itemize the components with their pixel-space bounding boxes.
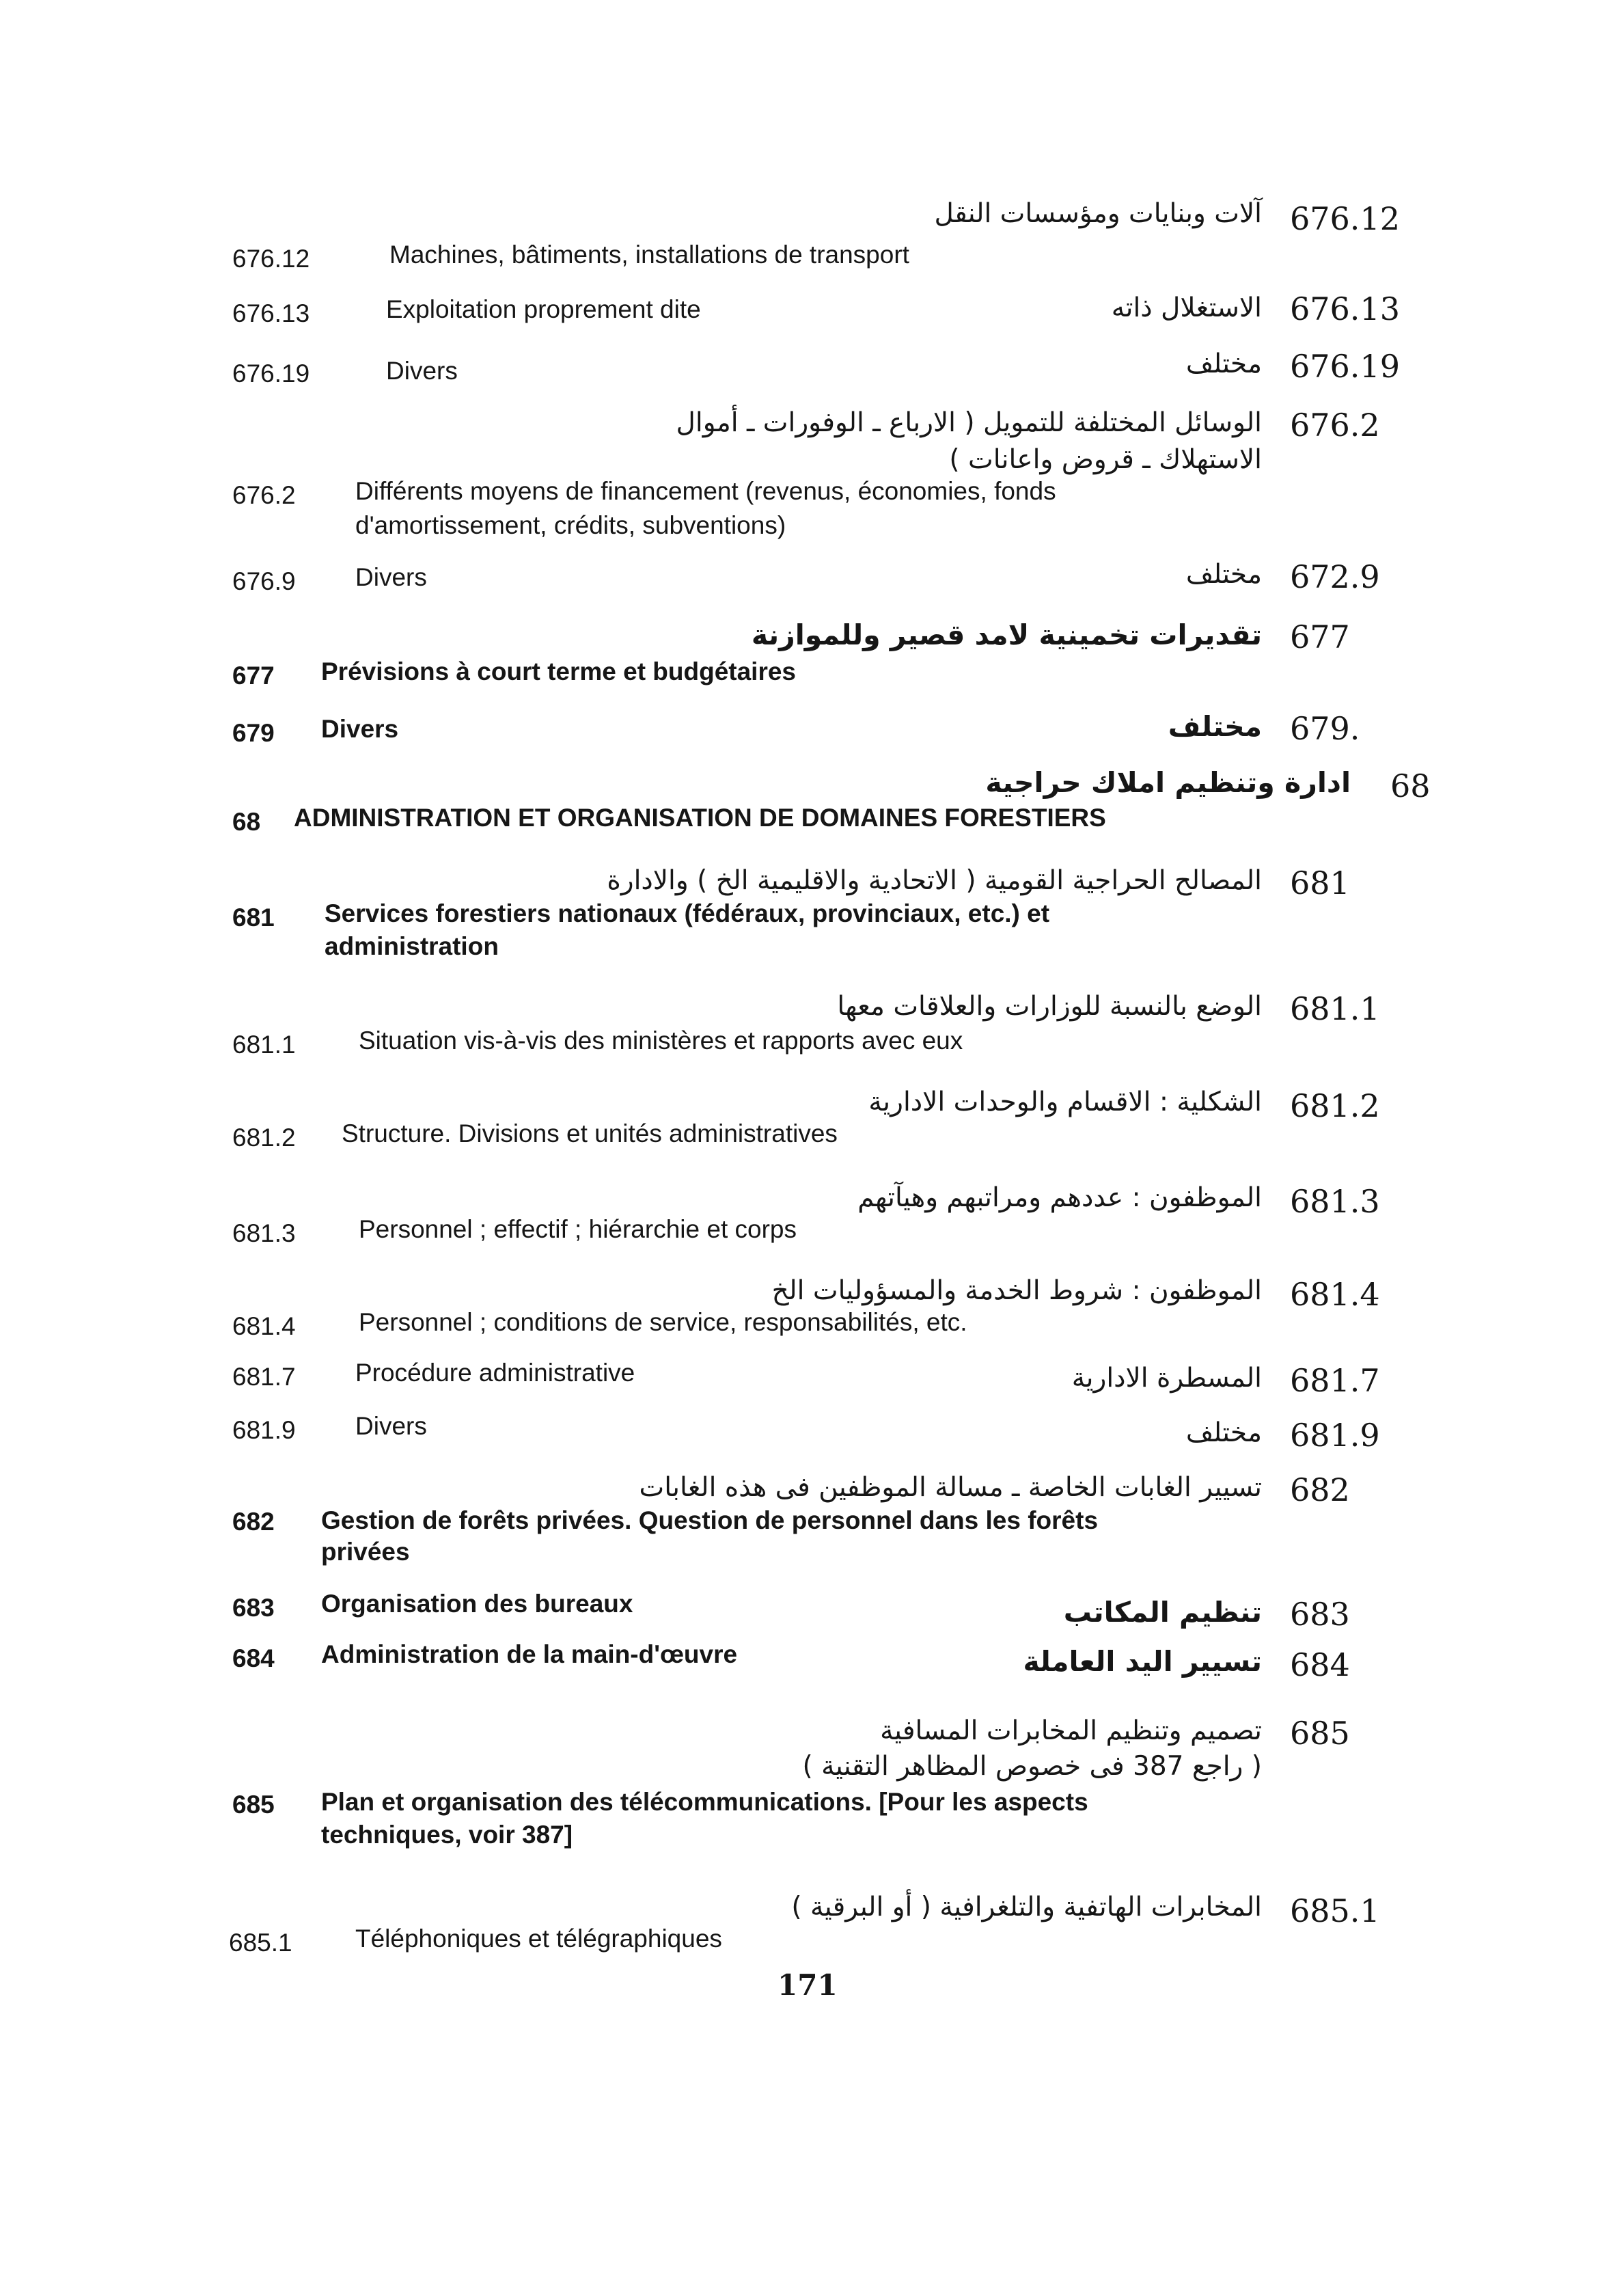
entry-code-681-4: 681.4 xyxy=(232,1312,296,1340)
entry-code-683: 683 xyxy=(232,1594,275,1622)
entry-code-681-9: 681.9 xyxy=(232,1416,296,1444)
arabic-code-682: 682 xyxy=(1290,1471,1350,1508)
arabic-code-681: 681 xyxy=(1290,865,1350,901)
arabic-code-685-1: 685.1 xyxy=(1290,1892,1380,1929)
entry-text-681: Services forestiers nationaux (fédéraux, provinciaux, etc.) et xyxy=(325,899,1050,927)
arabic-text-681-9: مختلف xyxy=(1185,1417,1262,1448)
entry-code-684: 684 xyxy=(232,1644,275,1672)
arabic-text-681-1: الوضع بالنسبة للوزارات والعلاقات معها xyxy=(837,991,1262,1022)
entry-code-681-2: 681.2 xyxy=(232,1124,296,1152)
arabic-text-681-4: الموظفون : شروط الخدمة والمسؤوليات الخ xyxy=(771,1275,1262,1306)
entry-code-681: 681 xyxy=(232,903,275,932)
arabic-text-681-2: الشكلية : الاقسام والوحدات الادارية xyxy=(868,1087,1262,1117)
entry-text-676-19: Divers xyxy=(386,357,458,385)
arabic-text-68: ادارة وتنظيم املاك حراجية xyxy=(985,766,1351,799)
section-heading-68: ADMINISTRATION ET ORGANISATION DE DOMAINES FORESTIERS xyxy=(294,804,1106,832)
entry-text-685-line2: techniques, voir 387] xyxy=(321,1821,573,1849)
arabic-code-676-9: 672.9 xyxy=(1290,558,1380,595)
arabic-text-676-2-line2: الاستهلاك ـ قروض واعانات ) xyxy=(949,444,1262,475)
arabic-code-681-2: 681.2 xyxy=(1290,1087,1380,1124)
arabic-code-681-3: 681.3 xyxy=(1290,1183,1380,1220)
arabic-text-685-1: المخابرات الهاتفية والتلغرافية ( أو البرقية ) xyxy=(791,1892,1262,1922)
entry-text-676-12: Machines, bâtiments, installations de transport xyxy=(389,241,909,269)
arabic-code-683: 683 xyxy=(1290,1596,1350,1633)
arabic-code-681-7: 681.7 xyxy=(1290,1362,1380,1399)
arabic-text-681-7: المسطرة الادارية xyxy=(1071,1363,1262,1393)
entry-text-676-2-line2: d'amortissement, crédits, subventions) xyxy=(355,511,786,539)
entry-code-681-1: 681.1 xyxy=(232,1031,296,1059)
arabic-text-684: تسيير اليد العاملة xyxy=(1023,1645,1262,1678)
arabic-text-676-13: الاستغلال ذاته xyxy=(1111,293,1262,323)
arabic-code-677: 677 xyxy=(1290,618,1350,655)
entry-code-676-12: 676.12 xyxy=(232,245,310,273)
entry-code-679: 679 xyxy=(232,719,275,747)
arabic-code-676-13: 676.13 xyxy=(1290,290,1400,327)
arabic-text-677: تقديرات تخمينية لامد قصير وللموازنة xyxy=(751,618,1262,651)
arabic-code-679: 679. xyxy=(1290,710,1360,747)
entry-code-68: 68 xyxy=(232,808,261,836)
arabic-text-685: تصميم وتنظيم المخابرات المسافية xyxy=(880,1715,1262,1746)
arabic-code-676-2: 676.2 xyxy=(1290,407,1380,444)
entry-text-681-2: Structure. Divisions et unités administratives xyxy=(342,1119,838,1147)
arabic-text-681-3: الموظفون : عددهم ومراتبهم وهيآتهم xyxy=(857,1182,1262,1213)
arabic-text-679: مختلف xyxy=(1168,710,1262,743)
arabic-text-685-line2: ( راجع 387 فى خصوص المظاهر التقنية ) xyxy=(802,1751,1262,1782)
entry-code-685-1: 685.1 xyxy=(229,1929,292,1957)
entry-text-676-2: Différents moyens de financement (revenus, économies, fonds xyxy=(355,477,1056,505)
entry-text-681-4: Personnel ; conditions de service, responsabilités, etc. xyxy=(359,1308,967,1336)
page-number: 171 xyxy=(777,1968,838,2002)
entry-text-683: Organisation des bureaux xyxy=(321,1590,633,1618)
entry-text-681-1: Situation vis-à-vis des ministères et rapports avec eux xyxy=(359,1027,963,1055)
entry-code-676-2: 676.2 xyxy=(232,481,296,509)
entry-text-682-line2: privées xyxy=(321,1538,410,1566)
entry-text-679: Divers xyxy=(321,715,399,743)
arabic-text-676-2: الوسائل المختلفة للتمويل ( الارباع ـ الوفورات ـ أموال xyxy=(676,407,1262,438)
entry-code-685: 685 xyxy=(232,1791,275,1819)
arabic-text-681: المصالح الحراجية القومية ( الاتحادية والاقليمية الخ ) والادارة xyxy=(607,865,1262,896)
arabic-text-682: تسيير الغابات الخاصة ـ مسالة الموظفين فى هذه الغابات xyxy=(639,1472,1262,1503)
arabic-code-681-9: 681.9 xyxy=(1290,1417,1380,1454)
entry-text-676-9: Divers xyxy=(355,563,427,591)
entry-text-685: Plan et organisation des télécommunications. [Pour les aspects xyxy=(321,1788,1088,1816)
entry-text-684: Administration de la main-d'œuvre xyxy=(321,1640,738,1668)
entry-code-677: 677 xyxy=(232,662,275,690)
arabic-code-681-4: 681.4 xyxy=(1290,1276,1380,1313)
arabic-text-676-12: آلات وبنايات ومؤسسات النقل xyxy=(934,198,1262,229)
arabic-code-676-19: 676.19 xyxy=(1290,348,1400,385)
arabic-code-676-12: 676.12 xyxy=(1290,200,1400,237)
arabic-code-685: 685 xyxy=(1290,1715,1350,1752)
entry-code-682: 682 xyxy=(232,1508,275,1536)
arabic-text-676-9: مختلف xyxy=(1185,559,1262,590)
entry-text-681-9: Divers xyxy=(355,1412,427,1440)
entry-code-681-3: 681.3 xyxy=(232,1219,296,1247)
entry-text-682: Gestion de forêts privées. Question de personnel dans les forêts xyxy=(321,1506,1099,1534)
arabic-code-681-1: 681.1 xyxy=(1290,990,1380,1027)
entry-code-681-7: 681.7 xyxy=(232,1363,296,1391)
entry-text-685-1: Téléphoniques et télégraphiques xyxy=(355,1925,722,1953)
entry-code-676-9: 676.9 xyxy=(232,567,296,595)
entry-code-676-19: 676.19 xyxy=(232,359,310,388)
arabic-text-676-19: مختلف xyxy=(1185,349,1262,379)
entry-text-681-7: Procédure administrative xyxy=(355,1359,635,1387)
entry-text-681-line2: administration xyxy=(325,932,499,960)
arabic-code-68: 68 xyxy=(1390,767,1431,804)
entry-code-676-13: 676.13 xyxy=(232,299,310,327)
entry-text-681-3: Personnel ; effectif ; hiérarchie et corps xyxy=(359,1215,797,1243)
arabic-text-683: تنظيم المكاتب xyxy=(1063,1596,1262,1629)
entry-text-677: Prévisions à court terme et budgétaires xyxy=(321,657,797,685)
entry-text-676-13: Exploitation proprement dite xyxy=(386,295,701,323)
arabic-code-684: 684 xyxy=(1290,1646,1350,1683)
